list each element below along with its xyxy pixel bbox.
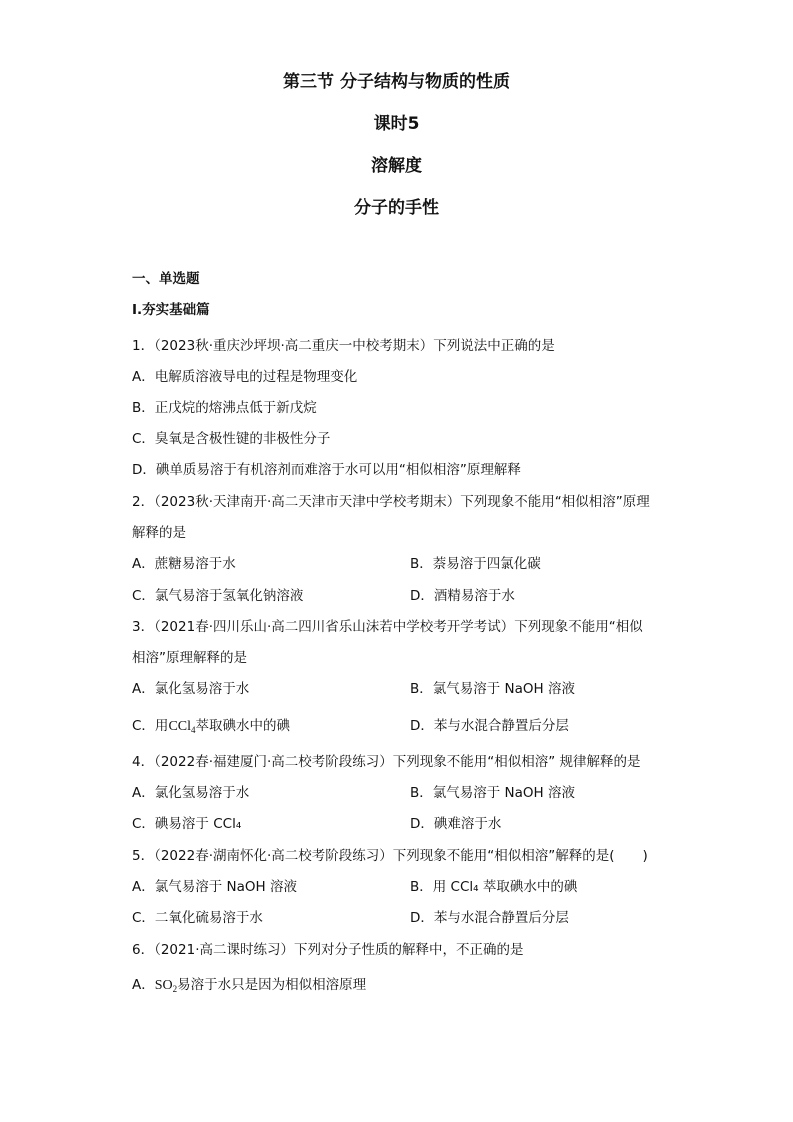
q2-option-a: A．蔗糖易溶于水	[132, 556, 236, 572]
q4-option-c: C．碘易溶于 CCl₄	[132, 816, 242, 832]
q4-stem: 4．（2022春·福建厦门·高二校考阶段练习）下列现象不能用“相似相溶” 规律解释的是	[132, 754, 641, 770]
q5-option-d: D．苯与水混合静置后分层	[410, 910, 569, 926]
heading-level: Ⅰ.夯实基础篇	[132, 302, 210, 318]
q4-option-a: A．氯化氢易溶于水	[132, 785, 250, 801]
q3-option-c-prefix: C．用	[132, 718, 169, 734]
q1-option-d: D．碘单质易溶于有机溶剂而难溶于水可以用“相似相溶”原理解释	[132, 462, 521, 478]
q3-option-d: D．苯与水混合静置后分层	[410, 718, 569, 734]
q6-option-a-prefix: A．	[132, 977, 155, 993]
q3-option-c-formula: CCl$_4$	[168, 719, 196, 735]
q5-stem	[132, 847, 648, 865]
q6-option-a-formula: $SO_2$	[154, 978, 178, 994]
q6-option-a-rest: 易溶于水只是因为相似相溶原理	[177, 977, 367, 993]
title-lesson: 课时5	[373, 114, 420, 134]
q3-stem: 3．（2021春·四川乐山·高二四川省乐山沫若中学校考开学考试）下列现象不能用“相似	[132, 619, 643, 635]
q2-option-b: B．萘易溶于四氯化碳	[410, 556, 541, 572]
q1-option-a: A．电解质溶液导电的过程是物理变化	[132, 369, 358, 385]
q1-stem: 1．（2023秋·重庆沙坪坝·高二重庆一中校考期末）下列说法中正确的是	[132, 338, 555, 354]
q2-option-d: D．酒精易溶于水	[410, 588, 515, 604]
q5-stem-end: )	[642, 848, 648, 864]
title-topic-chirality: 分子的手性	[354, 198, 439, 218]
q3-option-a: A．氯化氢易溶于水	[132, 681, 250, 697]
q2-stem: 2．（2023秋·天津南开·高二天津市天津中学校考期末）下列现象不能用“相似相溶”原理	[132, 494, 650, 510]
q3-option-c-rest: 萃取碘水中的碘	[195, 718, 291, 734]
q6-option-a	[132, 976, 366, 995]
q4-option-d: D．碘难溶于水	[410, 816, 502, 832]
q3-option-c	[132, 717, 290, 736]
q5-option-a: A．氯气易溶于 NaOH 溶液	[132, 879, 297, 895]
q5-option-c: C．二氧化硫易溶于水	[132, 910, 263, 926]
title-topic-solubility: 溶解度	[371, 156, 422, 176]
q2-stem-cont: 解释的是	[132, 525, 186, 541]
q3-option-b: B．氯气易溶于 NaOH 溶液	[410, 681, 575, 697]
q3-stem-cont: 相溶”原理解释的是	[132, 650, 247, 666]
q1-option-b: B．正戊烷的熔沸点低于新戊烷	[132, 400, 317, 416]
title-section: 第三节 分子结构与物质的性质	[283, 72, 510, 92]
q1-option-c: C．臭氧是含极性键的非极性分子	[132, 431, 331, 447]
q5-stem-text: 5．（2022春·湖南怀化·高二校考阶段练习）下列现象不能用“相似相溶”解释的是(	[132, 848, 615, 864]
q4-option-b: B．氯气易溶于 NaOH 溶液	[410, 785, 575, 801]
q6-stem: 6．（2021·高二课时练习）下列对分子性质的解释中，不正确的是	[132, 942, 524, 958]
heading-question-type: 一、单选题	[132, 271, 200, 287]
q2-option-c: C．氯气易溶于氢氧化钠溶液	[132, 588, 304, 604]
q5-option-b: B．用 CCl₄ 萃取碘水中的碘	[410, 879, 578, 895]
